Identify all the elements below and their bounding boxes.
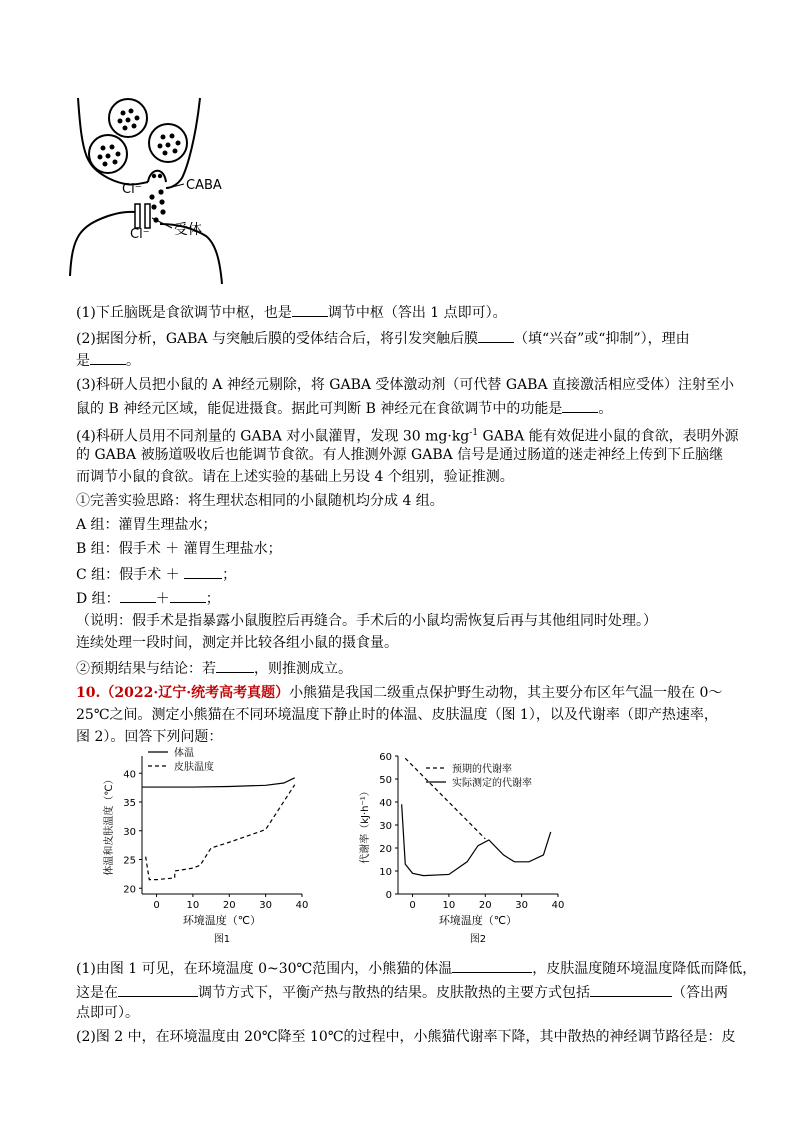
legend-label: 实际测定的代谢率 <box>452 778 532 789</box>
y-tick-label: 50 <box>379 775 392 786</box>
synapse-diagram <box>68 96 248 286</box>
series-line-2 <box>146 785 295 880</box>
x-tick-label: 30 <box>515 900 529 911</box>
q10-intro-3: 图 2）。回答下列问题： <box>76 729 223 745</box>
gaba-label: CABA <box>186 178 222 193</box>
synaptic-vesicle <box>149 124 187 162</box>
q10-part1-cont2: 点即可）。 <box>76 1005 139 1021</box>
y-tick-label: 25 <box>123 855 136 867</box>
q10-intro: 10.（2022·辽宁·统考高考真题）小熊猫是我国二级重点保护野生动物，其主要分布区年气温一般在 0～ <box>76 685 723 701</box>
q9-part4-cont1: 的 GABA 被肠道吸收后也能调节食欲。有人推测外源 GABA 信号是通过肠道的迷走神经上传到下丘脑继 <box>76 447 724 463</box>
x-tick-label: 10 <box>442 900 456 911</box>
cl-ion-label-bottom: Cl⁻ <box>130 227 150 242</box>
x-axis-label: 环境温度（℃） <box>438 914 518 927</box>
x-tick-label: 40 <box>295 900 309 911</box>
synaptic-vesicle <box>89 135 127 173</box>
figure-caption: 图2 <box>469 934 487 944</box>
continue-note: 连续处理一段时间，测定并比较各组小鼠的摄食量。 <box>76 635 398 651</box>
y-tick-label: 40 <box>123 769 136 781</box>
series-line-2 <box>402 804 551 875</box>
y-tick-label: 30 <box>379 821 392 832</box>
y-tick-label: 20 <box>379 844 392 855</box>
y-tick-label: 30 <box>123 826 136 838</box>
q9-step1: ①完善实验思路：将生理状态相同的小鼠随机均分成 4 组。 <box>76 493 444 509</box>
group-d: D 组： ＋ ； <box>76 588 220 608</box>
q9-part2: (2)据图分析，GABA 与突触后膜的受体结合后，将引发突触后膜 （填“兴奋”或“抑制”），理由 <box>76 328 690 348</box>
x-axis-label: 环境温度（℃） <box>182 914 262 927</box>
x-tick-label: 0 <box>153 900 160 911</box>
y-tick-label: 10 <box>379 867 392 878</box>
chart-fig1 <box>84 744 320 944</box>
y-tick-label: 0 <box>385 890 392 901</box>
x-tick-label: 10 <box>186 900 200 911</box>
series-line-1 <box>142 778 295 787</box>
synaptic-vesicle <box>109 99 147 137</box>
receptor-label: 受体 <box>174 222 202 238</box>
q9-part3-cont: 鼠的 B 神经元区域，能促进摄食。据此可判断 B 神经元在食欲调节中的功能是 。 <box>76 398 612 418</box>
legend-label: 预期的代谢率 <box>452 764 512 775</box>
q9-part4: (4)科研人员用不同剂量的 GABA 对小鼠灌胃，发现 30 $mg\cdot kg^{-1}$ GABA 能有效促进小鼠的食欲，表明外源 <box>76 428 739 445</box>
group-c: C 组：假手术 ＋ ； <box>76 564 236 584</box>
question-source: （2022·辽宁·统考高考真题） <box>100 685 290 701</box>
x-tick-label: 20 <box>222 900 236 911</box>
x-tick-label: 20 <box>478 900 492 911</box>
chart-fig2 <box>340 744 576 944</box>
y-axis-label: 体温和皮肤温度（℃） <box>104 774 115 876</box>
q10-intro-2: 25℃之间。测定小熊猫在不同环境温度下静止时的体温、皮肤温度（图 1），以及代谢率（即产热速率， <box>76 707 718 723</box>
q9-part4-cont2: 而调节小鼠的食欲。请在上述实验的基础上另设 4 个组别，验证推测。 <box>76 469 514 485</box>
q9-step2: ②预期结果与结论：若 ，则推测成立。 <box>76 658 352 678</box>
q9-part1: (1)下丘脑既是食欲调节中枢，也是 调节中枢（答出 1 点即可）。 <box>76 302 507 322</box>
x-tick-label: 0 <box>409 900 416 911</box>
figure-caption: 图1 <box>213 934 231 944</box>
cl-ion-label-top: Cl⁻ <box>122 182 142 197</box>
group-a: A 组：灌胃生理盐水； <box>76 517 217 533</box>
note: （说明：假手术是指暴露小鼠腹腔后再缝合。手术后的小鼠均需恢复后再与其他组同时处理。） <box>76 613 657 629</box>
y-tick-label: 35 <box>123 798 136 809</box>
q9-part2-cont: 是 。 <box>76 350 140 370</box>
x-tick-label: 40 <box>551 900 565 911</box>
q10-part1: (1)由图 1 可见，在环境温度 0~30℃范围内，小熊猫的体温 ，皮肤温度随环境温度降低而降低， <box>76 958 756 978</box>
y-axis-label: 代谢率（kJ·h⁻¹） <box>360 786 371 864</box>
q10-part2: (2)图 2 中，在环境温度由 20℃降至 10℃的过程中，小熊猫代谢率下降，其中散热的神经调节路径是：皮 <box>76 1029 736 1045</box>
legend-label: 皮肤温度 <box>174 762 214 773</box>
group-b: B 组：假手术 ＋ 灌胃生理盐水； <box>76 541 282 557</box>
legend-label: 体温 <box>174 748 194 759</box>
x-tick-label: 30 <box>259 900 273 911</box>
q10-part1-cont: 这是在 调节方式下，平衡产热与散热的结果。皮肤散热的主要方式包括 （答出两 <box>76 982 728 1002</box>
y-tick-label: 60 <box>379 752 392 763</box>
question-number: 10. <box>76 685 101 701</box>
y-tick-label: 20 <box>123 884 136 896</box>
q9-part3: (3)科研人员把小鼠的 A 神经元剔除，将 GABA 受体激动剂（可代替 GABA 直接激活相应受体）注射至小 <box>76 377 735 393</box>
y-tick-label: 40 <box>379 798 392 809</box>
receptor-channel <box>135 204 150 228</box>
